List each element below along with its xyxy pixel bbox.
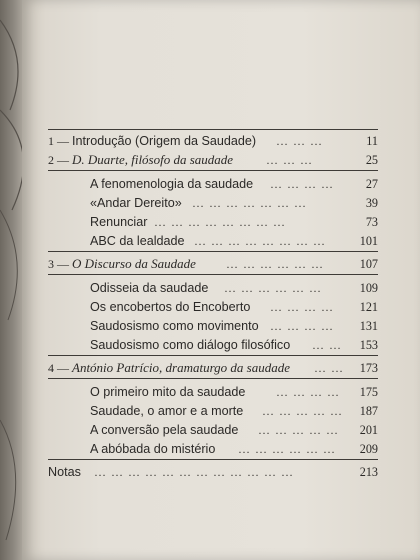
page-number: 109	[359, 281, 378, 295]
page-number: 107	[359, 257, 378, 271]
toc-rule	[48, 459, 378, 460]
entry-label: Renunciar	[90, 215, 148, 229]
entry-label: António Patrício, dramaturgo da saudade	[72, 360, 290, 375]
page-number: 27	[365, 177, 378, 191]
dot-leader: … … … …	[276, 385, 340, 399]
page-number: 25	[365, 153, 378, 167]
entry-label: Notas	[48, 465, 81, 479]
page-number: 209	[359, 442, 378, 456]
page-number: 101	[359, 234, 378, 248]
toc-entry-6	[48, 232, 378, 250]
entry-label: ABC da lealdade	[90, 234, 185, 248]
dot-leader: … … … … … …	[224, 281, 322, 295]
entry-label: Saudosismo como diálogo filosófico	[90, 338, 291, 352]
entry-label: D. Duarte, filósofo da saudade	[72, 152, 234, 167]
entry-label: A abóbada do mistério	[90, 442, 216, 456]
page-number: 187	[359, 404, 378, 418]
toc-rule	[48, 355, 378, 356]
dot-leader: … … … … … … … …	[154, 215, 286, 229]
entry-label: «Andar Dereito»	[90, 196, 182, 210]
entry-label: Introdução (Origem da Saudade)	[72, 134, 257, 148]
page-number: 175	[359, 385, 378, 399]
dot-leader: … … … … … … …	[192, 196, 307, 210]
toc-entry-13	[48, 383, 378, 401]
toc-rule	[48, 378, 378, 379]
entry-label: Saudade, o amor e a morte	[90, 404, 244, 418]
toc-entry-5	[48, 213, 378, 231]
chapter-number: 2 —	[48, 153, 69, 167]
entry-label: O primeiro mito da saudade	[90, 385, 246, 399]
toc-entry-9	[48, 298, 378, 316]
toc-entry-17	[48, 463, 378, 481]
toc-entry-12	[48, 359, 378, 377]
toc-top-rule	[48, 129, 378, 130]
chapter-number: 4 —	[48, 361, 69, 375]
chapter-number: 1 —	[48, 134, 69, 148]
toc-entry-10	[48, 317, 378, 335]
entry-label: Odisseia da saudade	[90, 281, 209, 295]
toc-entry-7	[48, 255, 378, 273]
page-number: 39	[365, 196, 378, 210]
dot-leader: … … …	[266, 153, 313, 167]
dot-leader: … … …	[276, 134, 323, 148]
entry-label: A fenomenologia da saudade	[90, 177, 254, 191]
book-page	[22, 0, 420, 560]
dot-leader: … …	[314, 361, 344, 375]
toc-entry-1	[48, 132, 378, 150]
page-number: 201	[359, 423, 378, 437]
dot-leader: … … … … … … … …	[194, 234, 326, 248]
toc-entry-8	[48, 279, 378, 297]
entry-label: Os encobertos do Encoberto	[90, 300, 251, 314]
dot-leader: … … … … …	[262, 404, 343, 418]
dot-leader: … … … …	[270, 319, 334, 333]
entry-label: A conversão pela saudade	[90, 423, 239, 437]
entry-label: Saudosismo como movimento	[90, 319, 259, 333]
toc-rule	[48, 170, 378, 171]
page-number: 121	[359, 300, 378, 314]
entry-label: O Discurso da Saudade	[72, 256, 196, 271]
chapter-number: 3 —	[48, 257, 69, 271]
page-number: 173	[359, 361, 378, 375]
dot-leader: … … … …	[270, 300, 334, 314]
dot-leader: … … … … …	[258, 423, 339, 437]
dot-leader: … … … …	[270, 177, 334, 191]
page-number: 153	[359, 338, 378, 352]
page-number: 131	[359, 319, 378, 333]
toc-rule	[48, 251, 378, 252]
dot-leader: … … … … … …	[226, 257, 324, 271]
toc-entry-3	[48, 175, 378, 193]
toc-entry-4	[48, 194, 378, 212]
toc-entry-11	[48, 336, 378, 354]
page-number: 11	[366, 134, 378, 148]
toc-entry-14	[48, 402, 378, 420]
toc-entry-notas	[48, 432, 378, 450]
dot-leader: … …	[312, 338, 342, 352]
dot-leader: … … … … … … … … … … … …	[94, 465, 294, 479]
page-number: 213	[359, 465, 378, 479]
page-number: 73	[365, 215, 378, 229]
dot-leader: … … … … … …	[238, 442, 336, 456]
toc-rule	[48, 274, 378, 275]
toc-entry-2	[48, 151, 378, 169]
